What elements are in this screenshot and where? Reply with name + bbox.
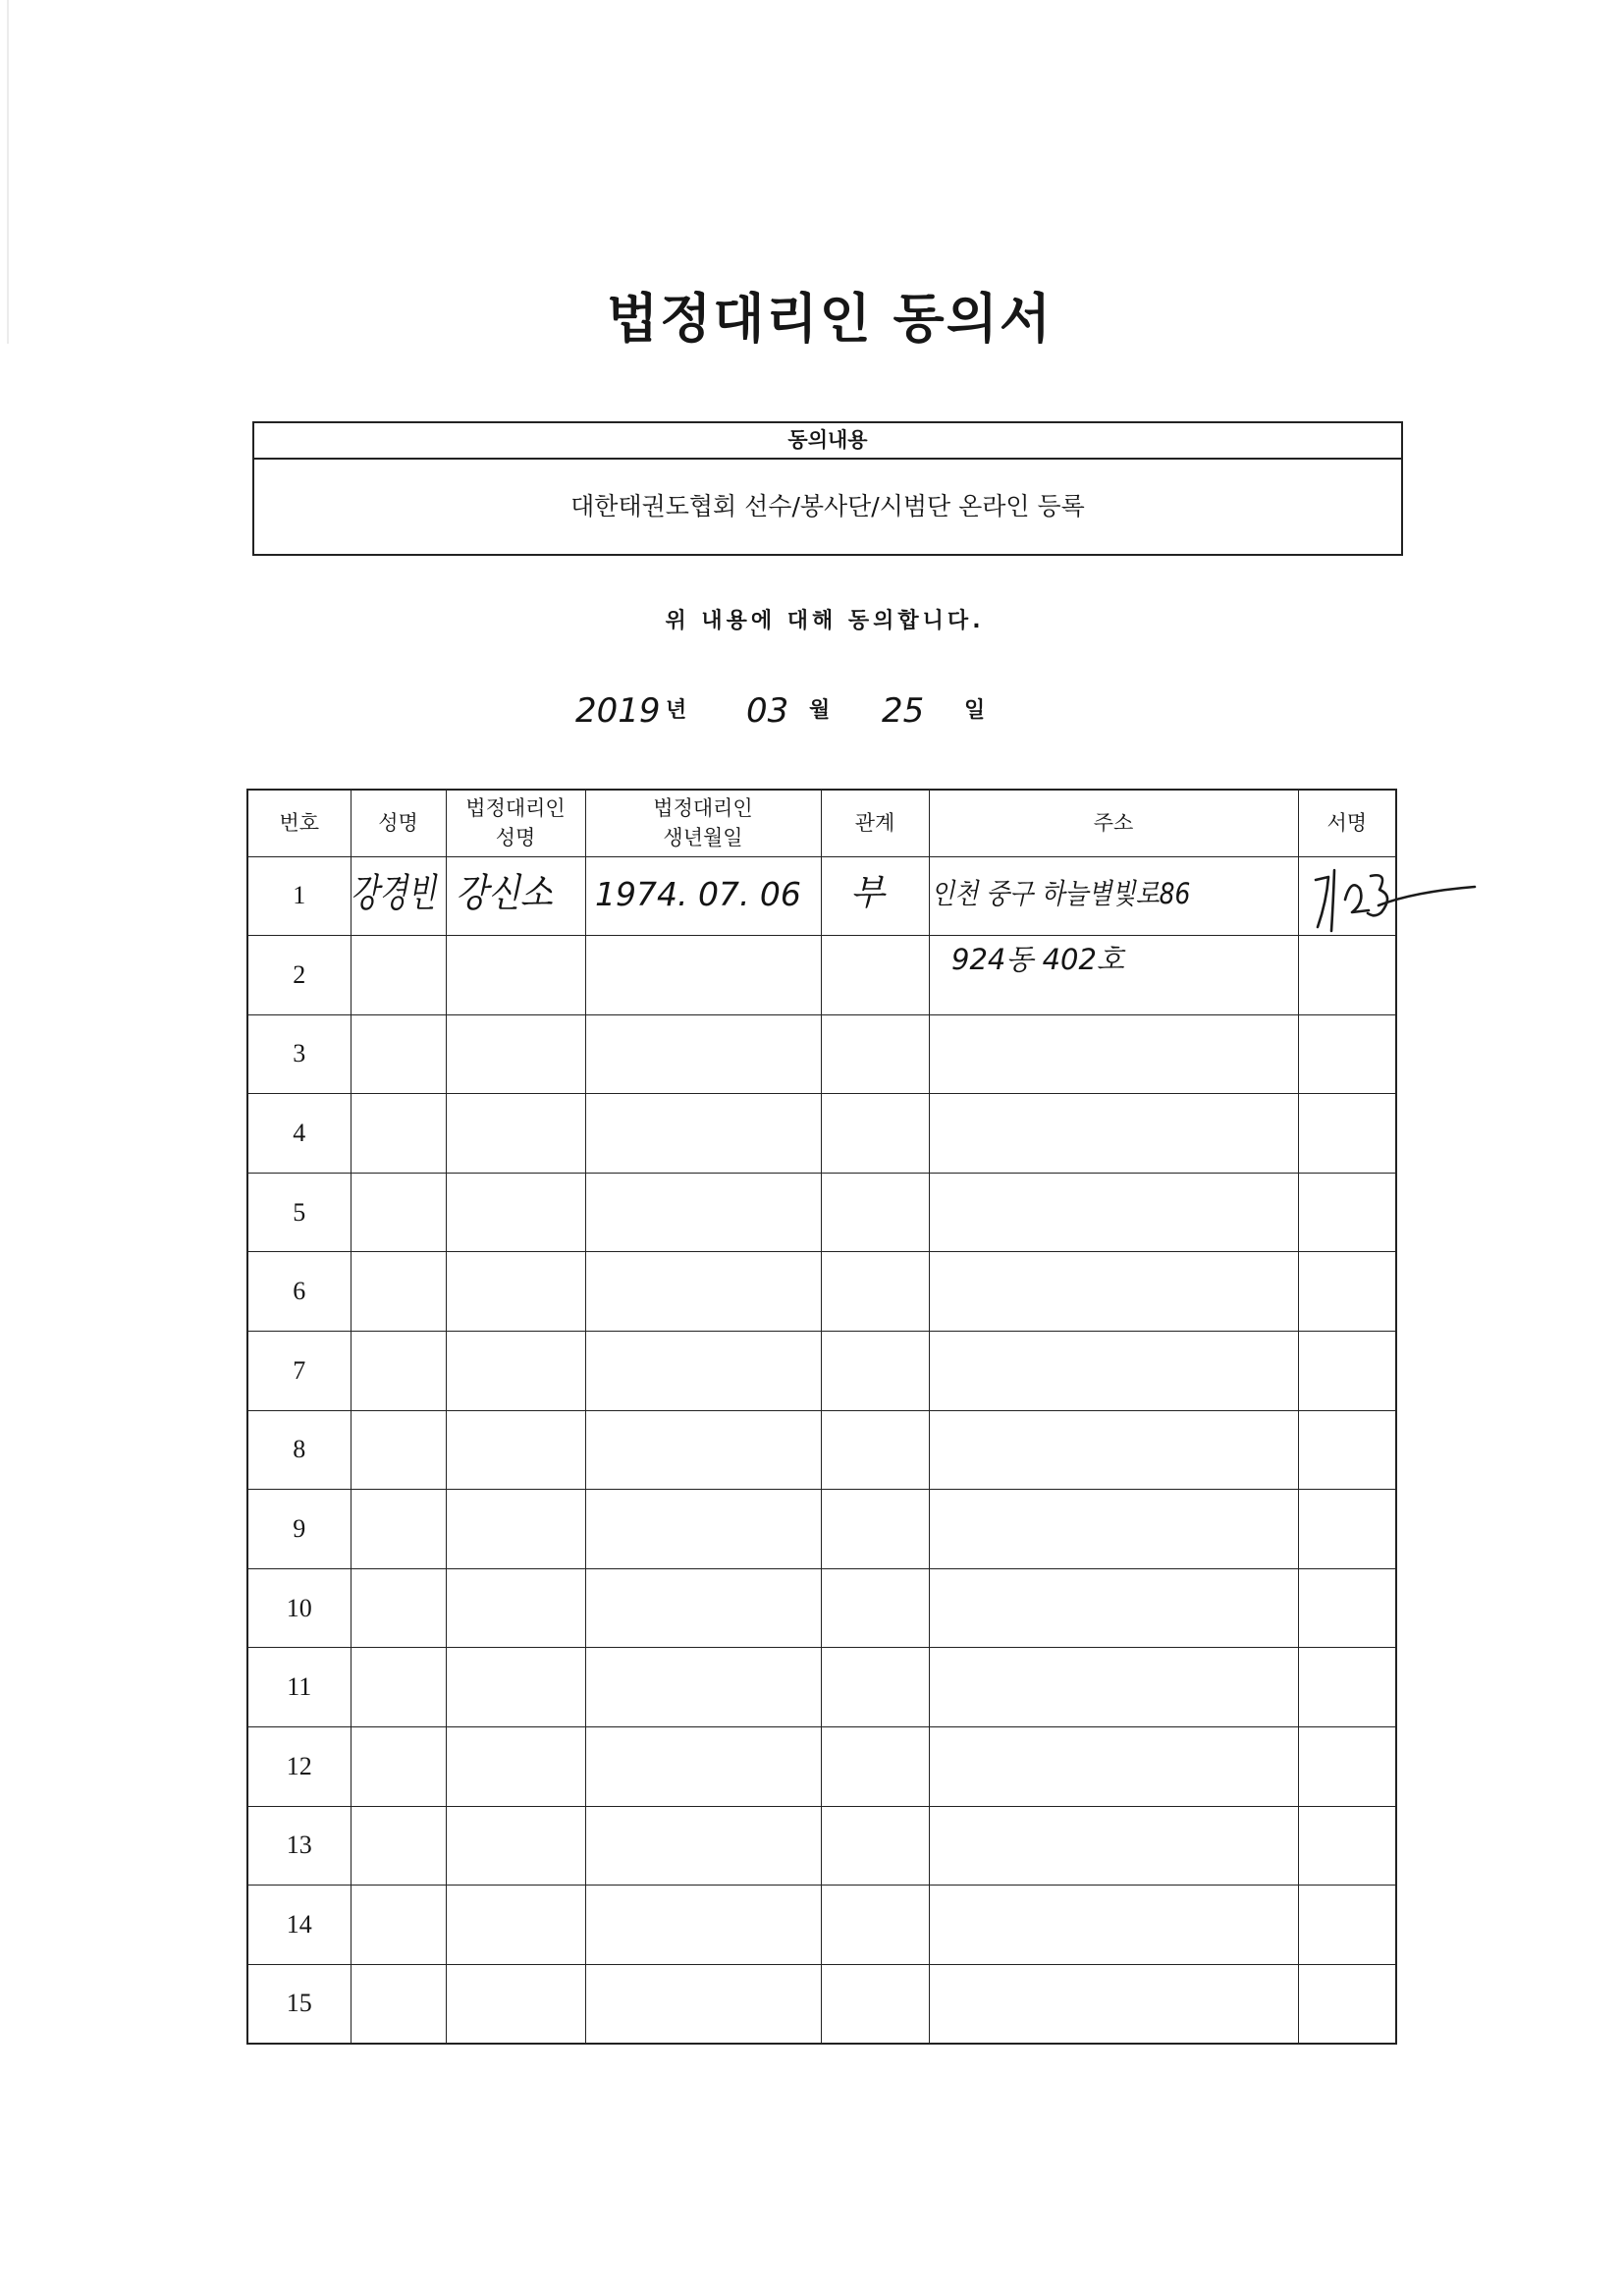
signature-cell	[1298, 1727, 1396, 1807]
table-row	[247, 1648, 1396, 1727]
guardian-name-cell	[446, 1410, 585, 1490]
row-1-address-line1-handwritten: 인천 중구 하늘별빛로86	[931, 877, 1191, 910]
table-row	[247, 1332, 1396, 1411]
name-cell	[351, 1332, 446, 1411]
row-1-relation-handwritten: 부	[850, 873, 885, 913]
guardian-birth-cell	[585, 1173, 821, 1252]
address-cell	[929, 1014, 1298, 1094]
table-row	[247, 1094, 1396, 1174]
address-cell	[929, 1806, 1298, 1886]
row-number-cell: 4	[247, 1094, 351, 1174]
relation-cell	[821, 1173, 929, 1252]
table-row	[247, 1964, 1396, 2044]
guardian-name-cell	[446, 1252, 585, 1332]
row-number-cell: 11	[247, 1648, 351, 1727]
row-1-guardian-birth-handwritten: 1974. 07. 06	[595, 875, 801, 913]
name-cell	[351, 1886, 446, 1965]
row-number-cell: 6	[247, 1252, 351, 1332]
signature-cell	[1298, 1964, 1396, 2044]
row-number-cell: 12	[247, 1727, 351, 1807]
guardian-name-cell	[446, 1886, 585, 1965]
signature-cell	[1298, 1886, 1396, 1965]
guardian-birth-cell	[585, 1886, 821, 1965]
header-guardian-birth-line2: 생년월일	[663, 826, 743, 850]
address-cell	[929, 1568, 1298, 1648]
guardian-name-cell	[446, 1806, 585, 1886]
table-header-row	[247, 790, 1396, 856]
row-1-name-handwritten: 강경빈	[351, 871, 436, 916]
address-cell	[929, 1964, 1298, 2044]
relation-cell	[821, 1252, 929, 1332]
table-row	[247, 1727, 1396, 1807]
row-number-cell: 10	[247, 1568, 351, 1648]
guardian-name-cell	[446, 1173, 585, 1252]
name-cell	[351, 1568, 446, 1648]
guardian-birth-cell	[585, 1252, 821, 1332]
relation-cell	[821, 1964, 929, 2044]
name-cell	[351, 1014, 446, 1094]
name-cell	[351, 1410, 446, 1490]
name-cell	[351, 1648, 446, 1727]
signature-cell	[1298, 1252, 1396, 1332]
table-row	[247, 1886, 1396, 1965]
table-row	[247, 1252, 1396, 1332]
row-1-guardian-name-handwritten: 강신소	[456, 871, 553, 916]
row-number-cell: 8	[247, 1410, 351, 1490]
header-guardian-birth	[585, 790, 821, 856]
header-guardian-name-line2: 성명	[495, 826, 536, 850]
row-1-address-line2-handwritten: 924동 402호	[951, 943, 1124, 976]
signature-cell	[1298, 1094, 1396, 1174]
row-number-cell: 3	[247, 1014, 351, 1094]
document-title: 법정대리인 동의서	[606, 288, 1054, 350]
consent-header: 동의내용	[254, 423, 1401, 460]
name-cell	[351, 1252, 446, 1332]
signature-cell	[1298, 1490, 1396, 1569]
table-row	[247, 1410, 1396, 1490]
relation-cell	[821, 1332, 929, 1411]
table-row	[247, 1173, 1396, 1252]
relation-cell	[821, 1648, 929, 1727]
header-guardian-birth-line1: 법정대리인	[653, 796, 753, 821]
header-name: 성명	[351, 790, 446, 856]
row-number-cell: 9	[247, 1490, 351, 1569]
signature-cell	[1298, 1568, 1396, 1648]
guardian-birth-cell	[585, 1727, 821, 1807]
relation-cell	[821, 1727, 929, 1807]
date-year-unit: 년	[666, 698, 687, 723]
guardian-birth-cell	[585, 1964, 821, 2044]
relation-cell	[821, 1014, 929, 1094]
guardian-birth-cell	[585, 936, 821, 1015]
address-cell	[929, 1886, 1298, 1965]
agreement-statement: 위 내용에 대해 동의합니다.	[665, 609, 985, 633]
signature-cell	[1298, 1410, 1396, 1490]
header-guardian-name	[446, 790, 585, 856]
name-cell	[351, 1727, 446, 1807]
table-row	[247, 1014, 1396, 1094]
row-number-cell: 1	[247, 856, 351, 936]
relation-cell	[821, 1094, 929, 1174]
address-cell	[929, 1490, 1298, 1569]
address-cell	[929, 1410, 1298, 1490]
table-row	[247, 1568, 1396, 1648]
row-number-cell: 5	[247, 1173, 351, 1252]
name-cell	[351, 1490, 446, 1569]
address-cell	[929, 1252, 1298, 1332]
table-row	[247, 936, 1396, 1015]
guardian-name-cell	[446, 1490, 585, 1569]
name-cell	[351, 1094, 446, 1174]
address-cell	[929, 1727, 1298, 1807]
date-day-unit: 일	[964, 698, 986, 723]
signature-mark	[1310, 856, 1477, 950]
relation-cell	[821, 1410, 929, 1490]
table-row	[247, 1490, 1396, 1569]
guardian-name-cell	[446, 1014, 585, 1094]
row-number-cell: 7	[247, 1332, 351, 1411]
guardian-name-cell	[446, 1648, 585, 1727]
header-relation: 관계	[821, 790, 929, 856]
guardian-birth-cell	[585, 1648, 821, 1727]
date-month-unit: 월	[809, 698, 831, 723]
guardian-name-cell	[446, 1568, 585, 1648]
guardian-name-cell	[446, 1727, 585, 1807]
address-cell	[929, 1094, 1298, 1174]
header-number: 번호	[247, 790, 351, 856]
date-month-handwritten: 03	[746, 691, 789, 731]
signature-cell	[1298, 1173, 1396, 1252]
signature-cell	[1298, 1648, 1396, 1727]
header-address: 주소	[929, 790, 1298, 856]
row-number-cell: 15	[247, 1964, 351, 2044]
header-guardian-name-line1: 법정대리인	[465, 796, 566, 821]
date-day-handwritten: 25	[882, 691, 925, 731]
guardian-name-cell	[446, 1332, 585, 1411]
guardian-name-cell	[446, 1094, 585, 1174]
relation-cell	[821, 1806, 929, 1886]
guardian-name-cell	[446, 1964, 585, 2044]
signature-cell	[1298, 1806, 1396, 1886]
relation-cell	[821, 1886, 929, 1965]
row-number-cell: 2	[247, 936, 351, 1015]
name-cell	[351, 936, 446, 1015]
guardian-birth-cell	[585, 1332, 821, 1411]
relation-cell	[821, 1568, 929, 1648]
guardian-register-table	[246, 789, 1397, 2045]
guardian-birth-cell	[585, 1410, 821, 1490]
signature-cell	[1298, 1014, 1396, 1094]
scan-edge-mark	[7, 0, 9, 344]
name-cell	[351, 1964, 446, 2044]
guardian-birth-cell	[585, 1806, 821, 1886]
signature-cell	[1298, 1332, 1396, 1411]
consent-box	[252, 421, 1403, 556]
date-year-handwritten: 2019	[575, 691, 661, 731]
row-number-cell: 14	[247, 1886, 351, 1965]
name-cell	[351, 1806, 446, 1886]
guardian-name-cell	[446, 936, 585, 1015]
guardian-birth-cell	[585, 1568, 821, 1648]
table-row	[247, 1806, 1396, 1886]
header-signature: 서명	[1298, 790, 1396, 856]
name-cell	[351, 1173, 446, 1252]
guardian-birth-cell	[585, 1094, 821, 1174]
address-cell	[929, 1648, 1298, 1727]
address-cell	[929, 1332, 1298, 1411]
relation-cell	[821, 936, 929, 1015]
consent-content: 대한태권도협회 선수/봉사단/시범단 온라인 등록	[570, 492, 1085, 520]
guardian-birth-cell	[585, 1014, 821, 1094]
row-number-cell: 13	[247, 1806, 351, 1886]
guardian-birth-cell	[585, 1490, 821, 1569]
relation-cell	[821, 1490, 929, 1569]
address-cell	[929, 1173, 1298, 1252]
